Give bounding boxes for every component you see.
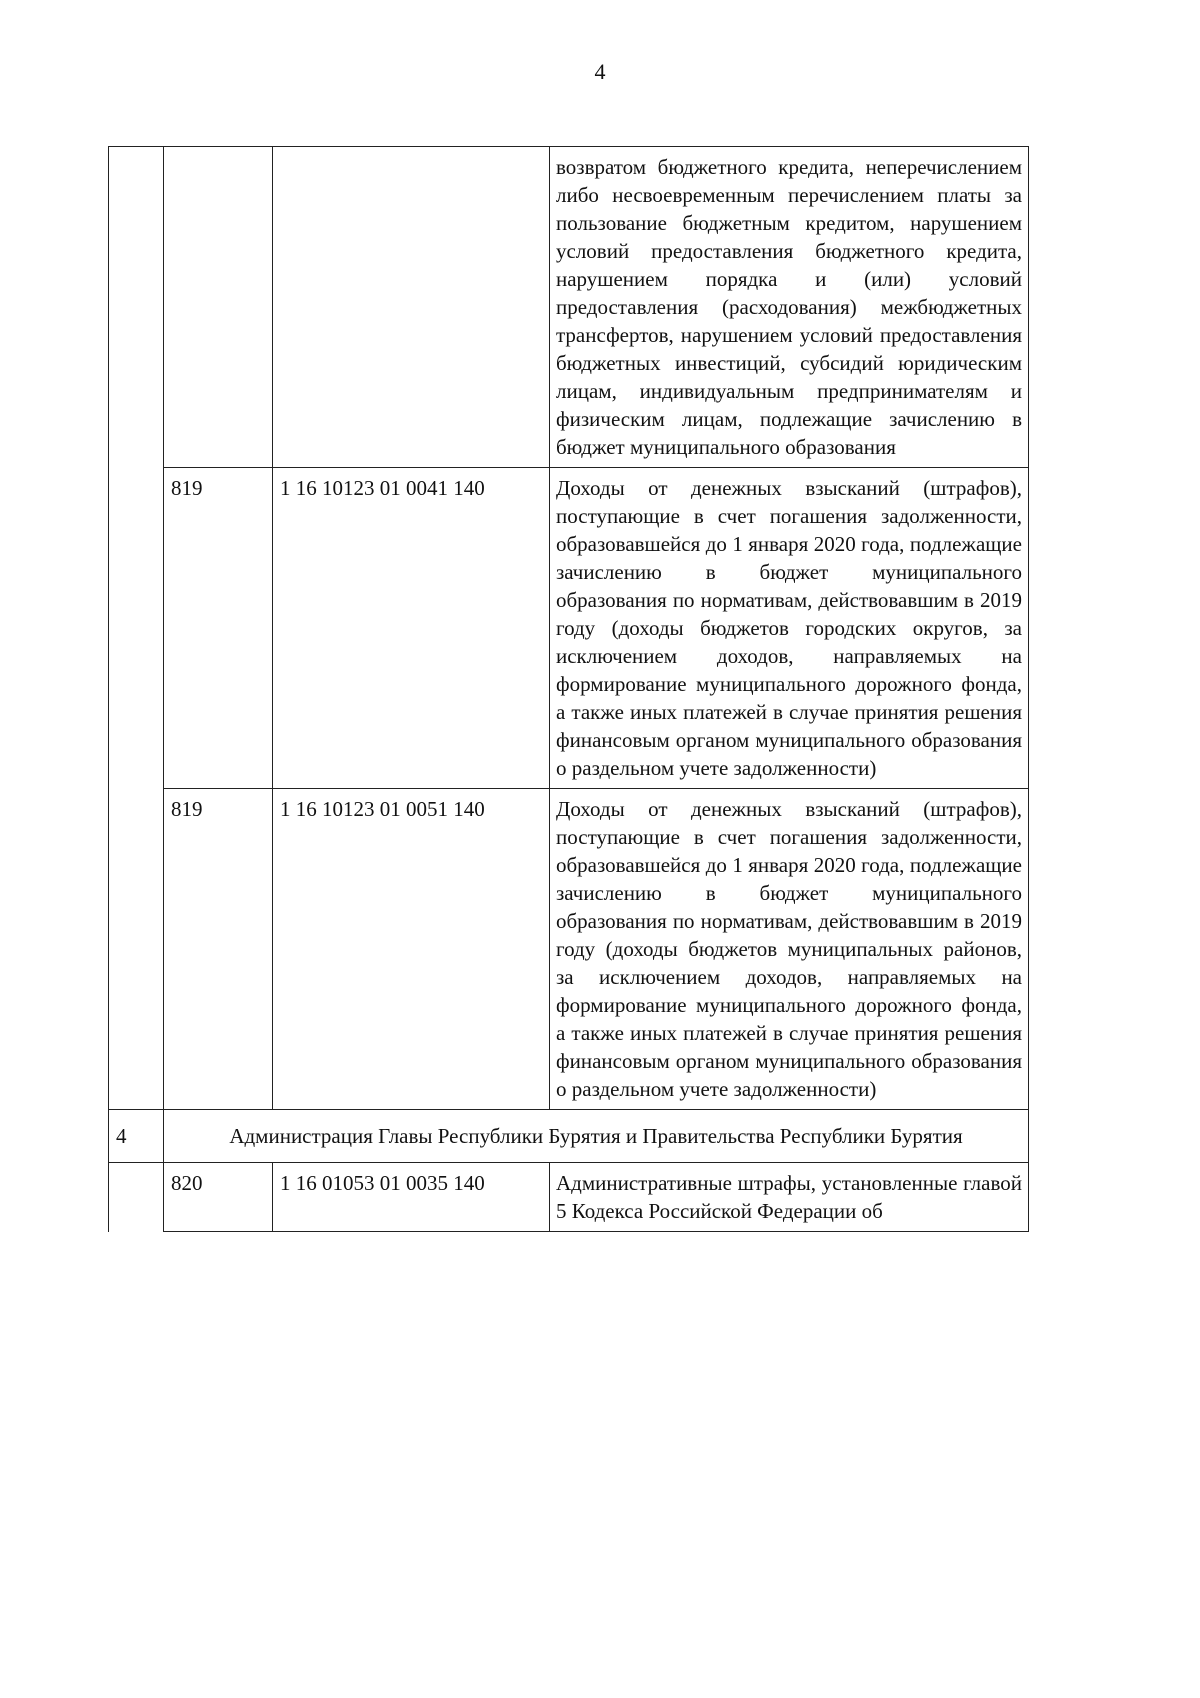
page-number: 4 [594, 59, 606, 84]
kbk-code-cell [273, 147, 550, 468]
table-row [109, 147, 1029, 468]
table-row [109, 468, 1029, 789]
row-number-cell [109, 147, 164, 468]
description-cell: Доходы от денежных взысканий (штрафов), поступающие в счет погашения задолженности, образовавшейся до 1 января 2020 года, подлежащие зачислению в бюджет муниципального образования по нормативам, действовавшим в 2019 году (доходы бюджетов муниципальных районов, за исключением доходов, направляемых на формирование муниципального дорожного фонда, а также иных платежей в случае принятия решения финансовым органом муниципального образования о раздельном учете задолженности) [550, 789, 1029, 1110]
revenue-codes-table [108, 146, 1029, 1232]
table-row [109, 1163, 1029, 1232]
section-title: Администрация Главы Республики Бурятия и Правительства Республики Бурятия [229, 1124, 963, 1148]
description-cell: возвратом бюджетного кредита, неперечислением либо несвоевременным перечислением платы за пользование бюджетным кредитом, нарушением условий предоставления бюджетного кредита, нарушением порядка и (или) условий предоставления (расходования) межбюджетных трансфертов, нарушением условий предоставления бюджетных инвестиций, субсидий юридическим лицам, индивидуальным предпринимателям и физическим лицам, подлежащие зачислению в бюджет муниципального образования [550, 147, 1029, 468]
admin-code-cell: 819 [164, 468, 273, 789]
row-number-cell [109, 789, 164, 1110]
row-number-cell [109, 1163, 164, 1232]
section-title-cell [164, 1110, 1029, 1163]
section-header-row [109, 1110, 1029, 1163]
description-cell: Административные штрафы, установленные главой 5 Кодекса Российской Федерации об [550, 1163, 1029, 1232]
row-number-cell [109, 468, 164, 789]
table-row [109, 789, 1029, 1110]
admin-code-cell [164, 147, 273, 468]
description-cell: Доходы от денежных взысканий (штрафов), поступающие в счет погашения задолженности, образовавшейся до 1 января 2020 года, подлежащие зачислению в бюджет муниципального образования по нормативам, действовавшим в 2019 году (доходы бюджетов городских округов, за исключением доходов, направляемых на формирование муниципального дорожного фонда, а также иных платежей в случае принятия решения финансовым органом муниципального образования о раздельном учете задолженности) [550, 468, 1029, 789]
admin-code-cell: 820 [164, 1163, 273, 1232]
kbk-code-cell: 1 16 01053 01 0035 140 [273, 1163, 550, 1232]
section-number-cell: 4 [109, 1110, 164, 1163]
kbk-code-cell: 1 16 10123 01 0041 140 [273, 468, 550, 789]
admin-code-cell: 819 [164, 789, 273, 1110]
kbk-code-cell: 1 16 10123 01 0051 140 [273, 789, 550, 1110]
